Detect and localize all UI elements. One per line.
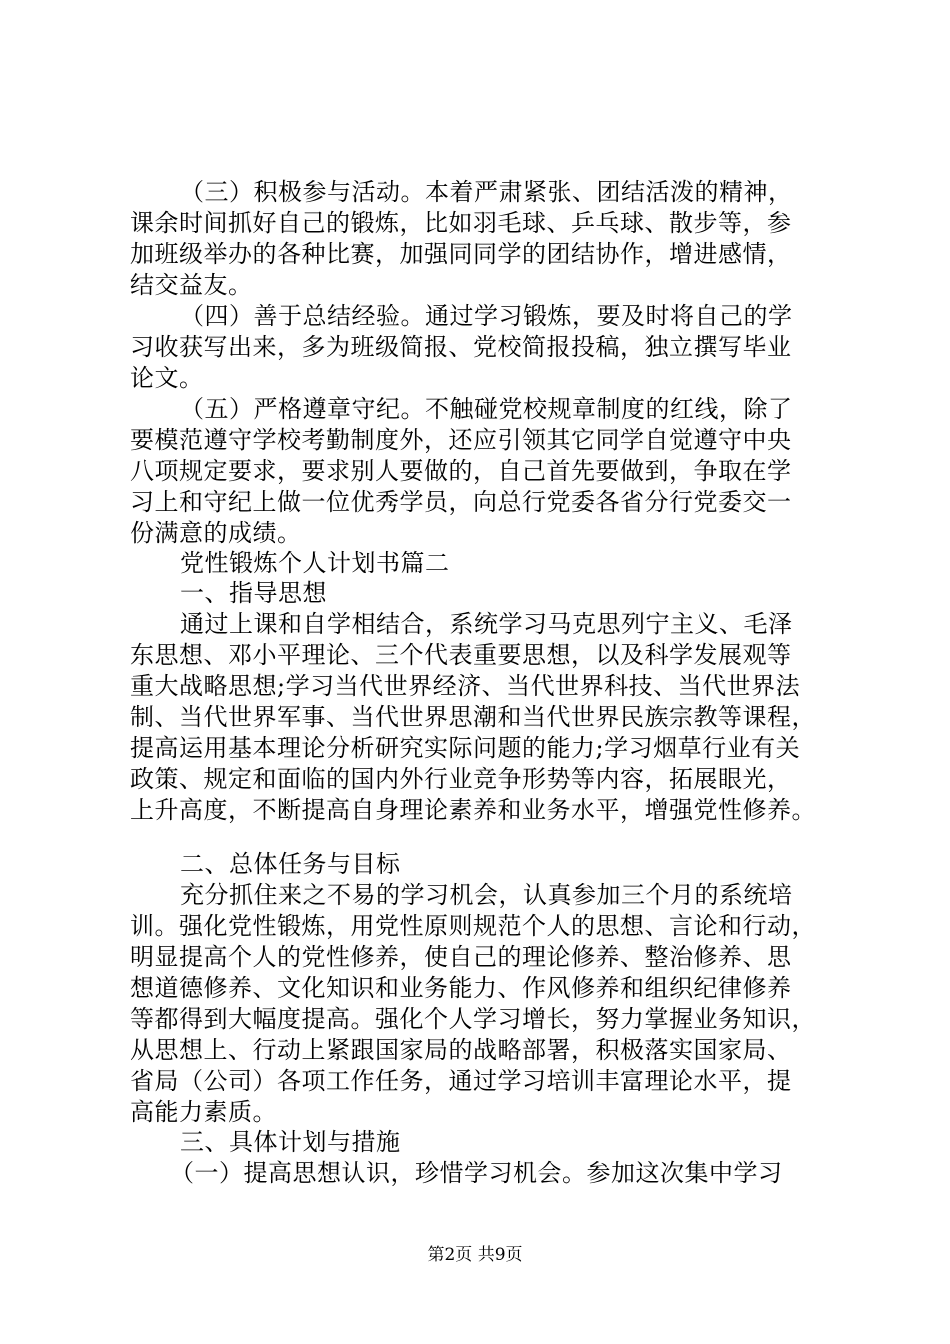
text-line: 东思想、邓小平理论、三个代表重要思想，以及科学发展观等 [130,641,792,669]
text-line: （三）积极参与活动。本着严肃紧张、团结活泼的精神， [180,178,793,206]
section-heading: 党性锻炼个人计划书篇二 [180,549,450,577]
text-line: 提高运用基本理论分析研究实际问题的能力;学习烟草行业有关 [130,734,801,762]
text-line: 等都得到大幅度提高。强化个人学习增长，努力掌握业务知识， [130,1005,816,1033]
text-line: 通过上课和自学相结合，系统学习马克思列宁主义、毛泽 [180,610,793,638]
text-line: 明显提高个人的党性修养，使自己的理论修养、整治修养、思 [130,943,792,971]
text-line: 八项规定要求，要求别人要做的，自己首先要做到，争取在学 [130,457,792,485]
text-line: 结交益友。 [130,271,253,299]
text-line: 从思想上、行动上紧跟国家局的战略部署，积极落实国家局、 [130,1036,792,1064]
text-line: 充分抓住来之不易的学习机会，认真参加三个月的系统培 [180,881,793,909]
section-heading: 二、总体任务与目标 [180,850,401,878]
section-heading: 三、具体计划与措施 [180,1128,401,1156]
text-line: （五）严格遵章守纪。不触碰党校规章制度的红线，除了 [180,395,793,423]
page-footer: 第2页 共9页 [427,1245,523,1265]
text-line: 训。强化党性锻炼，用党性原则规范个人的思想、言论和行动， [130,912,816,940]
text-line: 省局（公司）各项工作任务，通过学习培训丰富理论水平，提 [130,1067,792,1095]
text-line: 要模范遵守学校考勤制度外，还应引领其它同学自觉遵守中央 [130,426,792,454]
text-line: （四）善于总结经验。通过学习锻炼，要及时将自己的学 [180,302,793,330]
text-line: 上升高度，不断提高自身理论素养和业务水平，增强党性修养。 [130,796,816,824]
text-line: 高能力素质。 [130,1098,277,1126]
text-line: 习上和守纪上做一位优秀学员，向总行党委各省分行党委交一 [130,488,792,516]
text-line: 加班级举办的各种比赛，加强同同学的团结协作，增进感情， [130,240,792,268]
section-heading: 一、指导思想 [180,579,327,607]
text-line: 政策、规定和面临的国内外行业竞争形势等内容，拓展眼光， [130,765,792,793]
text-line: 论文。 [130,364,204,392]
text-line: （一）提高思想认识，珍惜学习机会。参加这次集中学习 [170,1159,783,1187]
text-line: 制、当代世界军事、当代世界思潮和当代世界民族宗教等课程， [130,703,816,731]
text-line: 习收获写出来，多为班级简报、党校简报投稿，独立撰写毕业 [130,333,792,361]
text-line: 重大战略思想;学习当代世界经济、当代世界科技、当代世界法 [130,672,801,700]
text-line: 份满意的成绩。 [130,519,302,547]
text-line: 想道德修养、文化知识和业务能力、作风修养和组织纪律修养 [130,974,792,1002]
text-line: 课余时间抓好自己的锻炼，比如羽毛球、乒乓球、散步等，参 [130,209,792,237]
